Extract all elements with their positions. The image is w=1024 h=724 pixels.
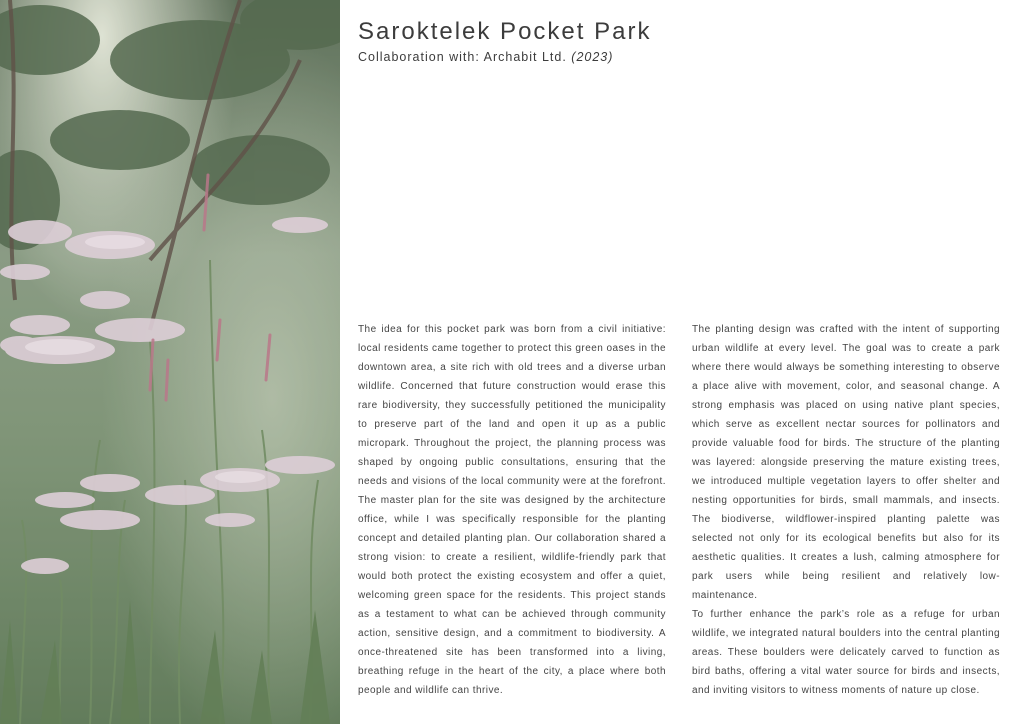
text-column-left xyxy=(358,320,666,700)
page-title: Saroktelek Pocket Park xyxy=(358,18,652,45)
collaboration-subtitle xyxy=(358,50,613,64)
meadow-photo xyxy=(0,0,340,724)
collaboration-text: Collaboration with: Archabit Ltd. xyxy=(358,50,567,64)
project-year: (2023) xyxy=(571,50,614,64)
paragraph: The planting design was crafted with the intent of supporting urban wildlife at every level. The goal was to create a park where there would always be something interesting to observe a place alive with movement, color, and seasonal change. A strong emphasis was placed on using native plant species, which serve as excellent nectar sources for pollinators and provide valuable food for birds. The structure of the planting was layered: alongside preserving the mature existing trees, we introduced multiple vegetation layers to offer shelter and nesting opportunities for birds, small mammals, and insects. The biodiverse, wildflower-inspired planting palette was selected not only for its ecological benefits but also for its aesthetic qualities. It creates a lush, calming atmosphere for park users while being resilient and relatively low-maintenance. xyxy=(692,324,1000,601)
paragraph: The idea for this pocket park was born from a civil initiative: local residents came together to protect this green oases in the downtown area, a site rich with old trees and a diverse urban wildlife. Concerned that future construction would erase this rare biodiversity, they successfully petitioned the municipality to preserve part of the land and open it up as a public micropark. Throughout the project, the planning process was shaped by ongoing public consultations, ensuring that the needs and visions of the local community were at the forefront. The master plan for the site was designed by the architecture office, while I was specifically responsible for the planting concept and detailed planting plan. Our collaboration shared a strong vision: to create a resilient, wildlife-friendly park that would both protect the existing ecosystem and offer a quiet, welcoming green space for the residents. This project stands as a testament to what can be achieved through community action, sensitive design, and a commitment to biodiversity. A once-threatened site has been transformed into a living, breathing refuge in the heart of the city, a place where both people and wildlife can thrive. xyxy=(358,324,666,696)
paragraph: To further enhance the park’s role as a refuge for urban wildlife, we integrated natural boulders into the central planting areas. These boulders were delicately carved to function as bird baths, offering a vital water source for birds and insects, and inviting visitors to witness moments of nature up close. xyxy=(692,609,1000,696)
text-column-right xyxy=(692,320,1000,700)
